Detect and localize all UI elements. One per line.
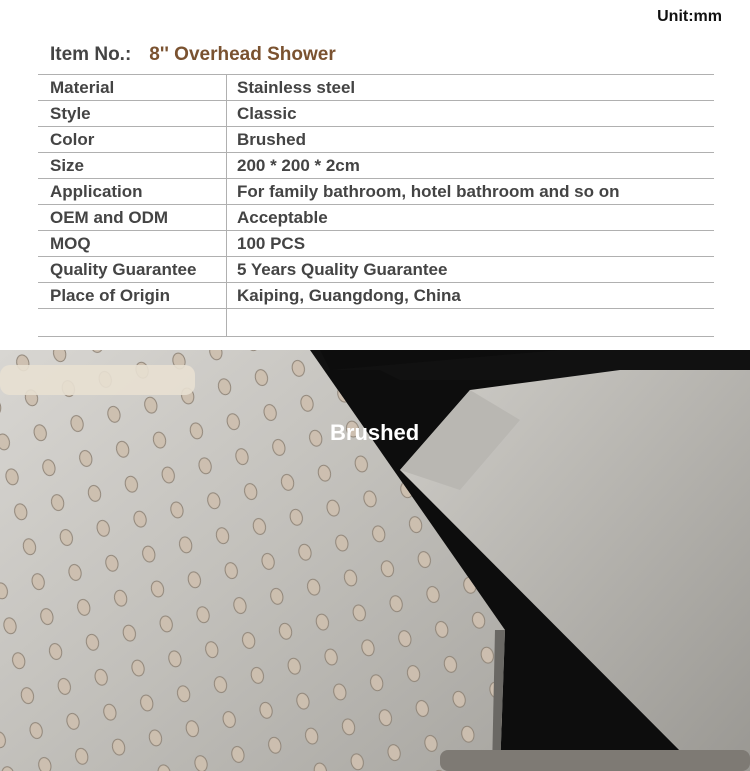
spec-key: Quality Guarantee xyxy=(38,257,227,282)
spec-value: Classic xyxy=(237,103,297,123)
spec-value: 100 PCS xyxy=(237,233,306,253)
spec-row-style xyxy=(38,101,714,127)
product-photo xyxy=(0,350,750,771)
unit-label: Unit:mm xyxy=(657,8,722,25)
spec-key: Application xyxy=(38,179,227,204)
item-number-row xyxy=(38,44,714,75)
spec-row-application xyxy=(38,179,714,205)
spec-row-size xyxy=(38,153,714,179)
spec-key: MOQ xyxy=(38,231,227,256)
spec-key: Color xyxy=(38,127,227,152)
spec-row-quality-guarantee xyxy=(38,257,714,283)
spec-row-moq xyxy=(38,231,714,257)
spec-value: 5 Years Quality Guarantee xyxy=(237,259,448,279)
spec-row-place-of-origin xyxy=(38,283,714,309)
spec-value: For family bathroom, hotel bathroom and so on xyxy=(237,181,620,201)
spec-row-color xyxy=(38,127,714,153)
finish-caption: Brushed xyxy=(330,420,420,445)
spec-value: Kaiping, Guangdong, China xyxy=(237,285,461,305)
spec-row-material xyxy=(38,75,714,101)
spec-key-empty xyxy=(38,309,227,336)
brushed-shower-photo xyxy=(0,350,750,771)
item-number-value: 8'' Overhead Shower xyxy=(149,44,336,65)
item-number-label: Item No.: xyxy=(50,44,132,65)
spec-key: OEM and ODM xyxy=(38,205,227,230)
spec-row-empty xyxy=(38,309,714,337)
spec-key: Style xyxy=(38,101,227,126)
spec-value: Stainless steel xyxy=(237,77,356,97)
spec-key: Size xyxy=(38,153,227,178)
spec-value: 200 * 200 * 2cm xyxy=(237,155,360,175)
spec-key: Material xyxy=(38,75,227,100)
spec-key: Place of Origin xyxy=(38,283,227,308)
spec-row-oem-odm xyxy=(38,205,714,231)
spec-table xyxy=(38,44,714,337)
spec-value: Brushed xyxy=(237,129,306,149)
spec-value: Acceptable xyxy=(237,207,328,227)
